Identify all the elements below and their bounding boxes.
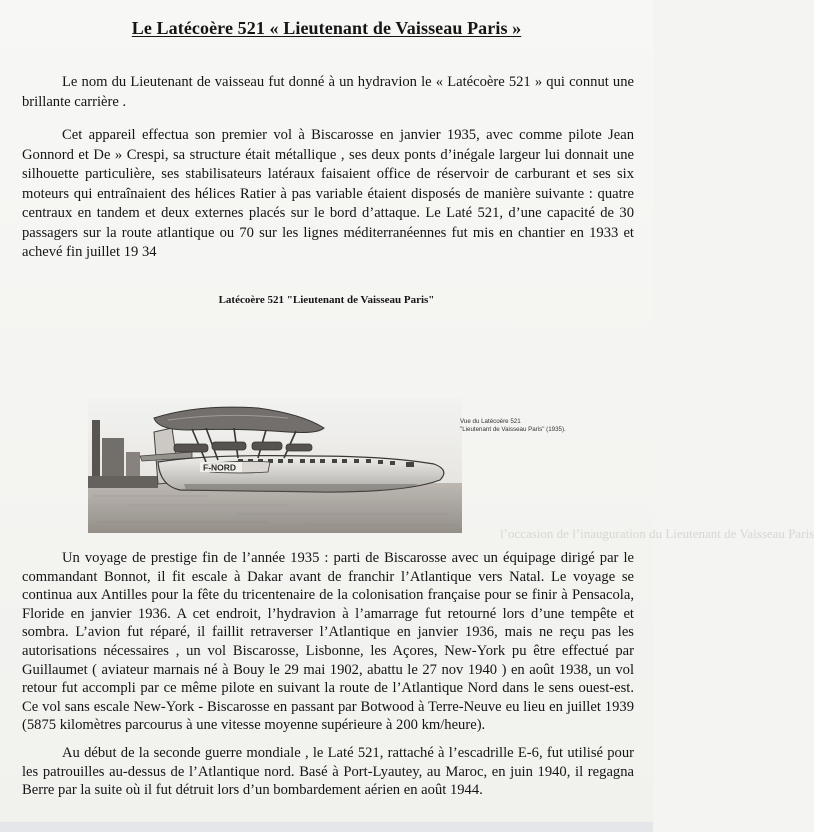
bleed-through-text: l’occasion de l’inauguration du Lieutenant de Vaisseau Paris — [500, 526, 814, 541]
registration-marking: F-NORD — [203, 462, 237, 473]
paragraph-intro: Le nom du Lieutenant de vaisseau fut donné à un hydravion le « Latécoère 521 » qui connut une brillante carrière . — [22, 74, 634, 110]
photo-annotation — [460, 418, 610, 434]
paragraph-first-flight: Cet appareil effectua son premier vol à Biscarosse en janvier 1935, avec comme pilote Jean Gonnord et De » Crespi, sa structure était métallique , ses deux ponts d’inégale largeur lui donnait une silhouette particulière, ses stabilisateurs latéraux faisaient office de réservoir de carburant et ses six moteurs qui entraînaient des hélices Ratier à pas variable étaient disposés de manière suivante : quatre centraux en tandem et deux externes placés sur le bord d’attaque. Le Laté 521, d’une capacité de 30 passagers sur la route atlantique ou 70 sur les lignes méditerranéennes fut mis en chantier en 1933 et achevé fin juillet 19 34 — [22, 127, 634, 260]
paragraph-wartime: Au début de la seconde guerre mondiale , le Laté 521, rattaché à l’escadrille E-6, fut utilisé pour les patrouilles au-dessus de l’Atlantique nord. Basé à Port-Lyautey, au Maroc, en juin 1940, il regagna Berre par la suite où il fut détruit lors d’un bombardement aérien en août 1944. — [22, 745, 634, 799]
seaplane-photo — [88, 398, 462, 533]
photo-annotation-title: Vue du Latécoère 521 — [460, 418, 521, 425]
paragraph-prestige-voyage: Un voyage de prestige fin de l’année 1935 : parti de Biscarosse avec un équipage dirigé par le commandant Bonnot, il fit escale à Dakar avant de franchir l’Atlantique vers Natal. Le voyage se continua aux Antilles pour la fête du tricentenaire de la colonisation française pour se finir à Pensacola, Floride en janvier 1936. A cet endroit, l’hydravion à l’amarrage fut retourné lors d’une tempête et sombra. L’avion fut réparé, il faillit retraverser l’Atlantique en janvier 1936, mais ne reçu pas les autorisations nécessaires , un vol Biscarosse, Lisbonne, les Açores, New-York pu être effectué par Guillaumet ( aviateur marnais né à Bouy le 29 mai 1902, abattu le 27 nov 1940 ) en août 1938, un vol retour fut accompli par ce même pilote en suivant la route de l’Atlantique Nord dans le sens ouest-est. Ce vol sans escale New-York - Biscarosse en passant par Botwood à Terre-Neuve eu lieu en juillet 1939 (5875 kilomètres parcourus à une vitesse moyenne supérieure à 200 km/heure). — [22, 550, 634, 734]
scan-bottom-edge — [0, 822, 653, 832]
page-title: Le Latécoère 521 « Lieutenant de Vaisseau Paris » — [131, 18, 522, 38]
photo-annotation-subtitle: "Lieutenant de Vaisseau Paris" (1935). — [460, 426, 566, 433]
figure-caption: Latécoère 521 "Lieutenant de Vaisseau Paris" — [218, 294, 435, 306]
